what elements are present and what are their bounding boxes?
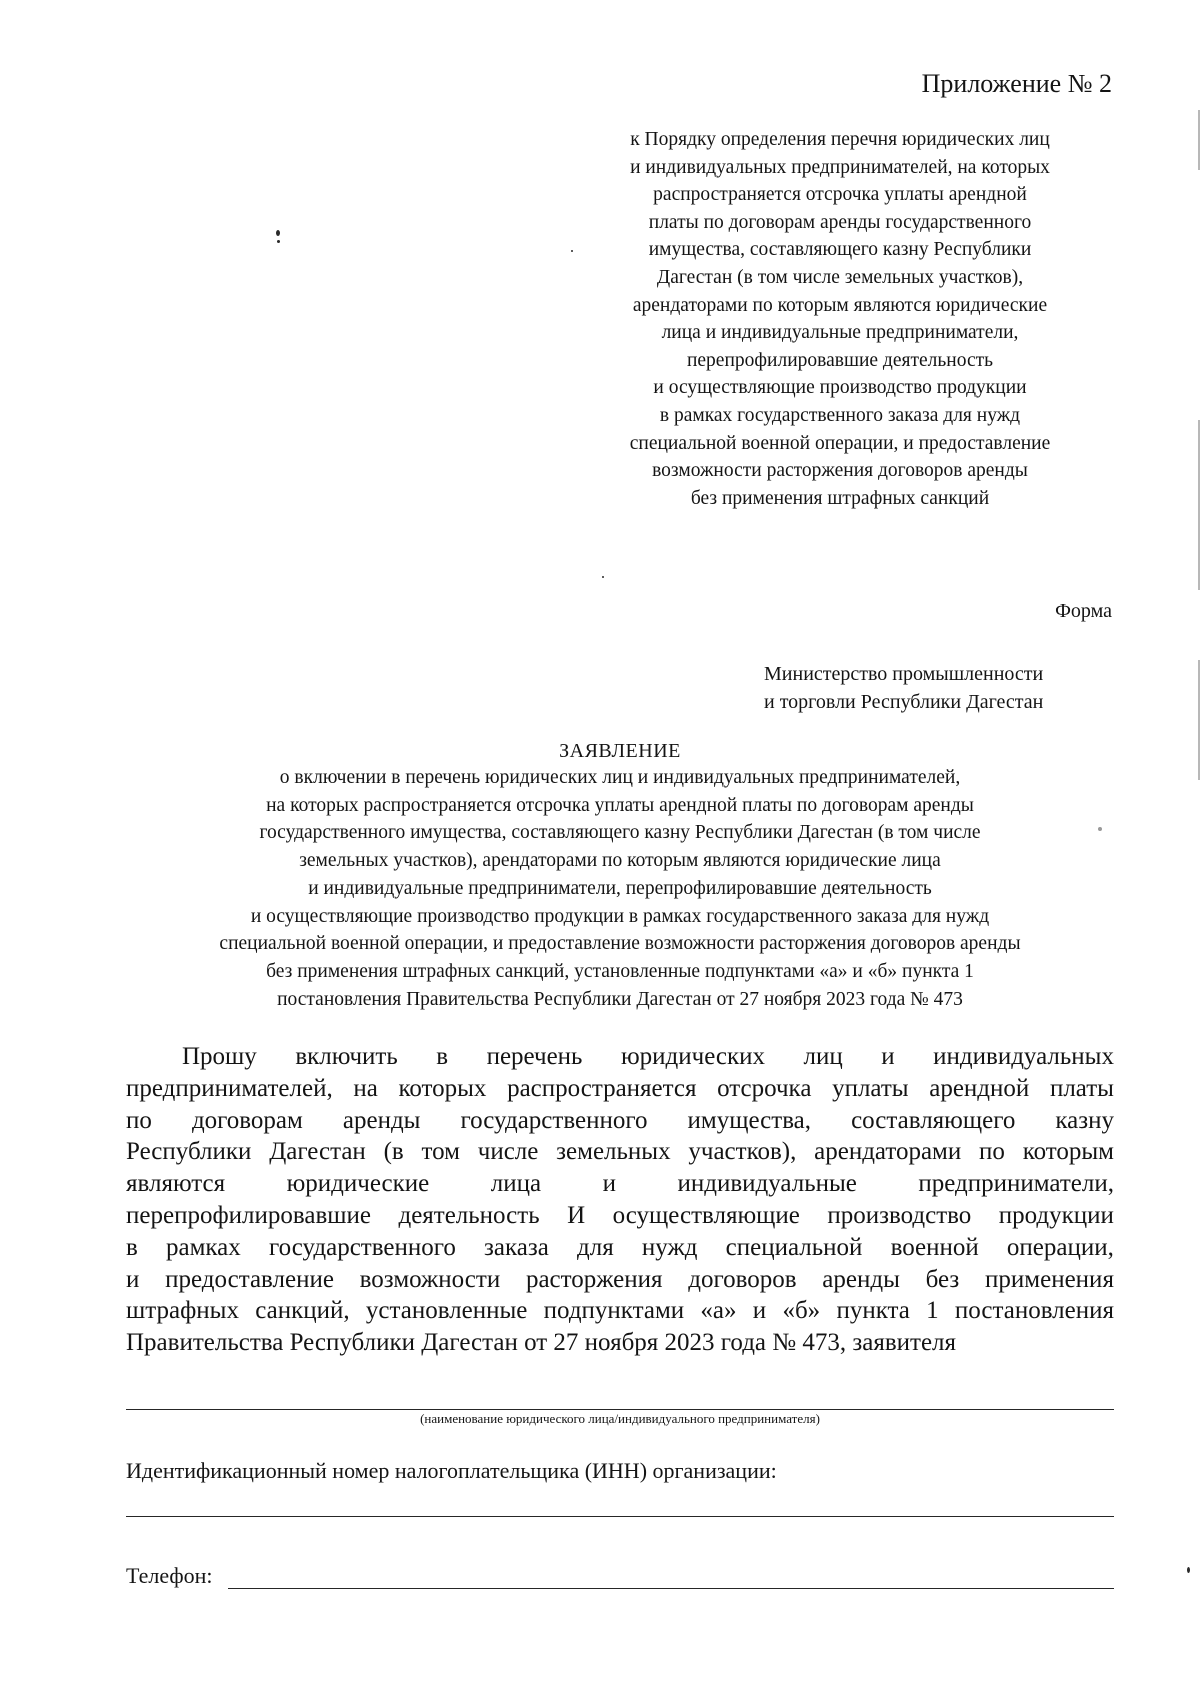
phone-field[interactable] xyxy=(228,1588,1114,1589)
body-word: и xyxy=(881,1043,895,1070)
scan-speck xyxy=(602,576,604,578)
body-word: договоров xyxy=(688,1265,797,1293)
body-word: и xyxy=(752,1297,767,1325)
body-word: имущества, xyxy=(687,1106,812,1134)
form-label: Форма xyxy=(1055,600,1112,622)
body-word: постановления xyxy=(954,1297,1114,1325)
body-line xyxy=(126,1136,1114,1168)
scan-speck xyxy=(571,250,573,252)
body-word: для xyxy=(577,1233,614,1261)
body-word: и xyxy=(602,1170,616,1198)
body-word: включить xyxy=(295,1043,398,1070)
body-line: Правительства Республики Дагестан от 27 ноября 2023 года № 473, заявителя xyxy=(126,1329,957,1357)
body-line xyxy=(126,1168,1114,1200)
statement-subtitle xyxy=(0,764,1200,1013)
body-word: в xyxy=(436,1043,449,1070)
phone-label: Телефон: xyxy=(126,1563,213,1588)
body-word: платы xyxy=(1049,1074,1114,1102)
body-word: индивидуальных xyxy=(933,1043,1114,1070)
appendix-ref-line: арендаторами по которым являются юридические xyxy=(632,294,1048,316)
body-word: установленные xyxy=(365,1297,528,1325)
subtitle-line: о включении в перечень юридических лиц и индивидуальных предпринимателей, xyxy=(279,767,961,788)
body-word: «а» xyxy=(700,1297,737,1325)
appendix-ref-line: имущества, составляющего казну Республики xyxy=(648,239,1032,261)
appendix-title: Приложение № 2 xyxy=(921,69,1112,98)
body-word: юридические xyxy=(286,1170,430,1198)
body-word: том xyxy=(421,1138,460,1166)
body-word: предоставление xyxy=(165,1265,334,1293)
body-word: казну xyxy=(1055,1106,1114,1134)
body-word: арендаторами xyxy=(814,1138,962,1166)
body-word: «б» xyxy=(782,1297,821,1325)
body-word: аренды xyxy=(822,1265,900,1293)
body-word: являются xyxy=(126,1170,226,1198)
body-word: пункта xyxy=(836,1297,910,1325)
body-word: санкций, xyxy=(255,1297,350,1325)
body-word: специальной xyxy=(725,1233,863,1261)
body-word: деятельность xyxy=(398,1201,540,1229)
applicant-name-caption: (наименование юридического лица/индивидуального предпринимателя) xyxy=(420,1411,820,1426)
subtitle-line: специальной военной операции, и предоставление возможности расторжения договоров аренды xyxy=(219,933,1021,955)
body-line xyxy=(126,1105,1114,1137)
body-word: составляющего xyxy=(851,1106,1016,1134)
subtitle-line: без применения штрафных санкций, установленные подпунктами «а» и «б» пункта 1 xyxy=(266,960,974,982)
body-word: подпунктами xyxy=(543,1297,685,1325)
body-word: осуществляющие xyxy=(612,1201,800,1229)
applicant-name-field[interactable] xyxy=(126,1409,1114,1410)
appendix-ref-line: и осуществляющие производство продукции xyxy=(653,377,1027,399)
appendix-ref-line: лица и индивидуальные предприниматели, xyxy=(661,322,1019,344)
appendix-ref-line: в рамках государственного заказа для нужд xyxy=(659,404,1021,426)
body-word: арендной xyxy=(929,1074,1030,1102)
scan-speck xyxy=(1187,1567,1190,1573)
appendix-ref-line: Дагестан (в том числе земельных участков), xyxy=(656,266,1024,288)
body-word: распространяется xyxy=(507,1074,697,1102)
body-word: операции, xyxy=(1006,1233,1114,1261)
body-word: участков), xyxy=(688,1138,797,1166)
body-word: по xyxy=(979,1138,1005,1166)
body-line xyxy=(126,1073,1114,1105)
inn-label: Идентификационный номер налогоплательщика (ИНН) организации: xyxy=(126,1458,777,1483)
body-word: земельных xyxy=(556,1138,671,1166)
body-word: юридических xyxy=(620,1043,766,1070)
body-word: производство xyxy=(827,1201,972,1229)
appendix-ref-line: и индивидуальных предпринимателей, на которых xyxy=(630,156,1050,178)
subtitle-line: земельных участков), арендаторами по которым являются юридические лица xyxy=(299,850,941,872)
body-word: договорам xyxy=(191,1106,303,1134)
body-word: лица xyxy=(490,1170,542,1198)
body-word: которым xyxy=(1022,1138,1114,1166)
body-word: которых xyxy=(398,1074,487,1102)
body-word: государственного xyxy=(268,1233,456,1261)
appendix-ref-line: возможности расторжения договоров аренды xyxy=(652,460,1028,482)
body-word: перечень xyxy=(486,1043,583,1070)
scan-speck xyxy=(1098,827,1102,831)
body-word: аренды xyxy=(342,1106,421,1134)
body-word: в xyxy=(126,1233,138,1261)
subtitle-line: и осуществляющие производство продукции в рамках государственного заказа для нужд xyxy=(250,905,990,927)
addressee-line: Министерство промышленности xyxy=(764,663,1044,685)
body-word: рамках xyxy=(165,1233,241,1261)
body-line xyxy=(126,1232,1114,1264)
addressee-line: и торговли Республики Дагестан xyxy=(764,691,1044,713)
body-word: перепрофилировавшие xyxy=(126,1201,371,1229)
body-word: индивидуальные xyxy=(677,1170,857,1198)
statement-body xyxy=(126,1041,1114,1359)
body-word: предприниматели, xyxy=(918,1170,1114,1198)
appendix-ref-line: распространяется отсрочка уплаты арендной xyxy=(653,184,1027,206)
scan-speck xyxy=(277,240,280,243)
body-word: на xyxy=(353,1074,378,1102)
body-word: возможности xyxy=(359,1265,501,1293)
body-line xyxy=(126,1295,1114,1327)
body-line xyxy=(126,1200,1114,1232)
body-word: государственного xyxy=(460,1106,648,1134)
body-word: без xyxy=(925,1265,960,1293)
addressee-block xyxy=(764,660,1043,716)
body-word: и xyxy=(126,1265,140,1293)
body-word: Республики xyxy=(126,1138,252,1166)
body-word: нужд xyxy=(641,1233,698,1261)
body-word: (в xyxy=(383,1138,404,1166)
body-word: числе xyxy=(477,1138,539,1166)
body-word: Дагестан xyxy=(269,1138,366,1166)
body-word: штрафных xyxy=(126,1297,239,1325)
appendix-ref-line: платы по договорам аренды государственного xyxy=(648,211,1032,233)
appendix-ref-line: без применения штрафных санкций xyxy=(690,487,990,509)
body-word: Прошу xyxy=(182,1043,257,1070)
subtitle-line: и индивидуальные предприниматели, перепрофилировавшие деятельность xyxy=(308,877,932,899)
body-word: по xyxy=(126,1106,152,1134)
body-word: предпринимателей, xyxy=(126,1074,333,1102)
body-line xyxy=(126,1264,1114,1296)
inn-field[interactable] xyxy=(126,1516,1114,1517)
subtitle-line: государственного имущества, составляющего казну Республики Дагестан (в том числе xyxy=(259,822,981,844)
appendix-reference xyxy=(560,126,1120,512)
appendix-ref-line: специальной военной операции, и предоставление xyxy=(629,432,1051,454)
body-line xyxy=(126,1041,1114,1073)
body-word: применения xyxy=(985,1265,1114,1293)
statement-title: ЗАЯВЛЕНИЕ xyxy=(559,740,681,762)
body-word: 1 xyxy=(926,1297,939,1325)
body-word: И xyxy=(567,1201,586,1229)
body-word: расторжения xyxy=(525,1265,663,1293)
appendix-ref-line: к Порядку определения перечня юридических лиц xyxy=(630,129,1050,150)
body-word: лиц xyxy=(803,1043,843,1070)
subtitle-line: постановления Правительства Республики Дагестан от 27 ноября 2023 года № 473 xyxy=(277,988,963,1010)
body-word: военной xyxy=(890,1233,979,1261)
body-word: заказа xyxy=(484,1233,549,1261)
appendix-ref-line: перепрофилировавшие деятельность xyxy=(686,349,994,371)
subtitle-line: на которых распространяется отсрочка уплаты арендной платы по договорам аренды xyxy=(266,794,974,816)
scan-speck xyxy=(276,230,280,236)
body-word: продукции xyxy=(998,1201,1114,1229)
body-word: уплаты xyxy=(832,1074,909,1102)
body-word: отсрочка xyxy=(717,1074,812,1102)
